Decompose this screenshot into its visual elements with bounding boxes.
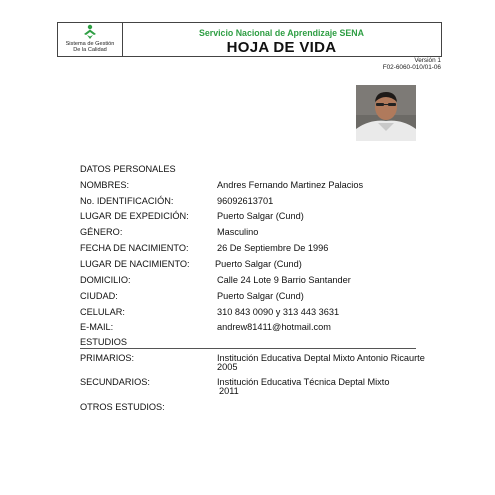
label-celular: CELULAR: — [80, 307, 125, 317]
value-secundarios-institution: Institución Educativa Técnica Deptal Mixto — [217, 377, 390, 387]
profile-photo — [356, 85, 416, 141]
value-fecha-nacimiento: 26 De Septiembre De 1996 — [217, 243, 329, 253]
value-nombres: Andres Fernando Martinez Palacios — [217, 180, 364, 190]
value-identificacion: 96092613701 — [217, 196, 274, 206]
logo-caption-line2: De la Calidad — [73, 47, 107, 54]
value-secundarios-year: 2011 — [219, 386, 239, 396]
value-domicilio: Calle 24 Lote 9 Barrio Santander — [217, 275, 351, 285]
document-title: HOJA DE VIDA — [226, 39, 337, 56]
institution-name: Servicio Nacional de Aprendizaje SENA — [199, 28, 364, 38]
sena-logo-icon — [82, 24, 98, 40]
version-label: Versión 1 — [414, 57, 441, 64]
label-genero: GÉNERO: — [80, 227, 123, 237]
document-header — [57, 22, 442, 57]
value-ciudad: Puerto Salgar (Cund) — [217, 291, 304, 301]
value-lugar-expedicion: Puerto Salgar (Cund) — [217, 211, 304, 221]
value-email: andrew81411@hotmail.com — [217, 322, 331, 332]
value-primarios-year: 2005 — [217, 362, 238, 372]
label-nombres: NOMBRES: — [80, 180, 130, 190]
logo-caption-line1: Sistema de Gestión — [65, 41, 115, 47]
section-divider — [80, 348, 416, 349]
label-primarios: PRIMARIOS: — [80, 353, 135, 363]
label-domicilio: DOMICILIO: — [80, 275, 131, 285]
label-lugar-expedicion: LUGAR DE EXPEDICIÓN: — [80, 211, 189, 221]
section-title-personal: DATOS PERSONALES — [80, 164, 176, 174]
value-primarios-institution: Institución Educativa Deptal Mixto Antonio Ricaurte — [217, 353, 425, 363]
value-genero: Masculino — [217, 227, 259, 237]
section-title-studies: ESTUDIOS — [80, 337, 127, 347]
label-email: E-MAIL: — [80, 322, 114, 332]
label-ciudad: CIUDAD: — [80, 291, 118, 301]
value-lugar-nacimiento: Puerto Salgar (Cund) — [215, 259, 302, 269]
logo-cell — [58, 23, 123, 56]
label-fecha-nacimiento: FECHA DE NACIMIENTO: — [80, 243, 189, 253]
logo-caption — [58, 41, 122, 53]
label-identificacion: No. IDENTIFICACIÓN: — [80, 196, 174, 206]
document-code: F02-6060-010/01-06 — [382, 64, 441, 71]
value-celular: 310 843 0090 y 313 443 3631 — [217, 307, 340, 317]
label-otros-estudios: OTROS ESTUDIOS: — [80, 402, 165, 412]
label-lugar-nacimiento: LUGAR DE NACIMIENTO: — [80, 259, 190, 269]
label-secundarios: SECUNDARIOS: — [80, 377, 150, 387]
